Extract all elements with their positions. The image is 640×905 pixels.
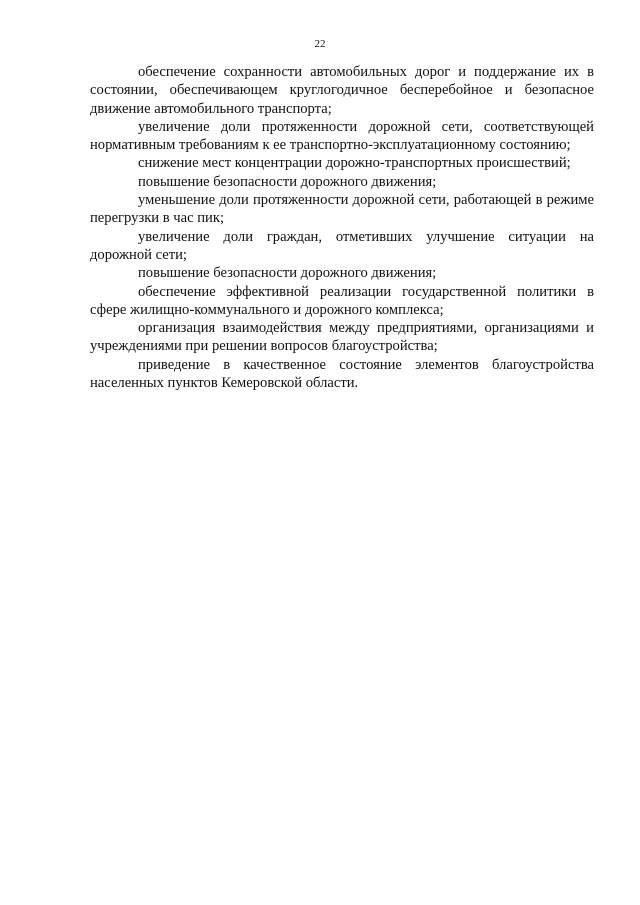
paragraph: повышение безопасности дорожного движения; — [138, 173, 437, 190]
paragraph: приведение в качественное состояние элементов благоустройства населенных пунктов Кемеровской области. — [90, 356, 594, 392]
paragraph: увеличение доли протяженности дорожной сети, соответствующей нормативным требованиям к ее транспортно-эксплуатационному состоянию; — [90, 118, 594, 154]
paragraph: уменьшение доли протяженности дорожной сети, работающей в режиме перегрузки в час пик; — [90, 192, 594, 227]
paragraph: повышение безопасности дорожного движения; — [138, 265, 437, 282]
body-text — [90, 63, 594, 392]
paragraph: обеспечение сохранности автомобильных дорог и поддержание их в состоянии, обеспечивающем круглогодичное бесперебойное и безопасное движение автомобильного транспорта; — [90, 64, 594, 117]
paragraph: снижение мест концентрации дорожно-транспортных происшествий; — [138, 155, 571, 172]
paragraph: увеличение доли граждан, отметивших улучшение ситуации на дорожной сети; — [90, 228, 594, 263]
paragraph: организация взаимодействия между предприятиями, организациями и учреждениями при решении вопросов благоустройства; — [90, 320, 594, 355]
page-number: 22 — [314, 38, 326, 50]
paragraph: обеспечение эффективной реализации государственной политики в сфере жилищно-коммунального и дорожного комплекса; — [90, 283, 594, 318]
